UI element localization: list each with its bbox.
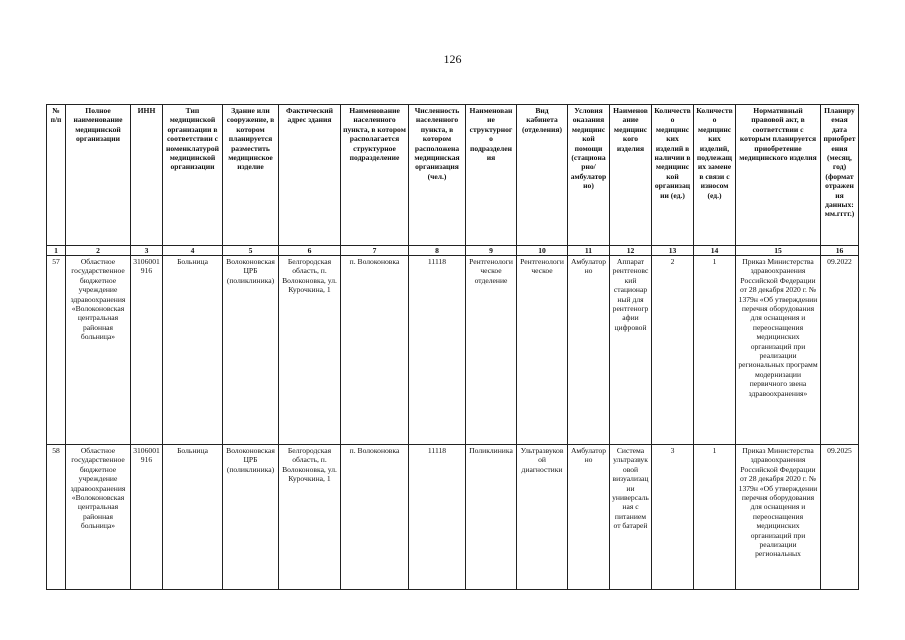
address: Белгородская область, п. Волоконовка, ул. Курочкина, 1 (279, 445, 341, 590)
structural-unit: Поликлиника (466, 445, 517, 590)
equipment-table (46, 104, 859, 590)
population: 11118 (409, 445, 466, 590)
column-number: 15 (736, 246, 821, 256)
column-header-cabinet: Вид кабинета (отделения) (517, 105, 568, 246)
column-number: 16 (821, 246, 859, 256)
settlement: п. Волоконовка (341, 445, 409, 590)
column-number: 10 (517, 246, 568, 256)
column-header-legal-act: Нормативный правовой акт, в соответствии с которым планируется приобретение медицинского изделия (736, 105, 821, 246)
table-row (47, 445, 859, 590)
column-header-date: Планируемая дата приобретения (месяц, год) (формат отражения данных: мм.гггг.) (821, 105, 859, 246)
address: Белгородская область, п. Волоконовка, ул. Курочкина, 1 (279, 256, 341, 445)
cabinet-type: Рентгенологическое (517, 256, 568, 445)
column-header-qty-replace: Количество медицинских изделий, подлежащих замене в связи с износом (ед.) (694, 105, 736, 246)
column-number: 14 (694, 246, 736, 256)
column-number: 13 (652, 246, 694, 256)
inn: 3106001916 (131, 445, 163, 590)
legal-act: Приказ Министерства здравоохранения Российской Федерации от 28 декабря 2020 г. № 1379н «Об утверждении перечня оборудования для оснащения и переоснащения медицинских организаций при реализации региональных программ модернизации первичного звена здравоохранения» (736, 256, 821, 445)
device-name: Аппарат рентгеновский стационарный для рентгенографии цифровой (610, 256, 652, 445)
organization-name: Областное государственное бюджетное учреждение здравоохранения «Волоконовская центральная районная больница» (66, 445, 131, 590)
quantity-available: 2 (652, 256, 694, 445)
column-number: 9 (466, 246, 517, 256)
column-header-population: Численность населенного пункта, в котором расположена медицинская организация (чел.) (409, 105, 466, 246)
quantity-to-replace: 1 (694, 256, 736, 445)
column-header-number: № п/п (47, 105, 66, 246)
column-header-device: Наименование медицинского изделия (610, 105, 652, 246)
structural-unit: Рентгенологическое отделение (466, 256, 517, 445)
column-header-conditions: Условия оказания медицинской помощи (стационарно/ амбулаторно) (568, 105, 610, 246)
settlement: п. Волоконовка (341, 256, 409, 445)
column-number: 8 (409, 246, 466, 256)
building: Волоконовская ЦРБ (поликлиника) (223, 256, 279, 445)
population: 11118 (409, 256, 466, 445)
row-number: 57 (47, 256, 66, 445)
column-header-building: Здание или сооружение, в котором планируется разместить медицинское изделие (223, 105, 279, 246)
org-type: Больница (163, 256, 223, 445)
column-header-qty-have: Количество медицинских изделий в наличии в медицинской организации (ед.) (652, 105, 694, 246)
purchase-date: 09.2022 (821, 256, 859, 445)
column-number: 11 (568, 246, 610, 256)
column-number: 1 (47, 246, 66, 256)
row-number: 58 (47, 445, 66, 590)
column-number: 5 (223, 246, 279, 256)
quantity-to-replace: 1 (694, 445, 736, 590)
cabinet-type: Ультразвуковой диагностики (517, 445, 568, 590)
purchase-date: 09.2025 (821, 445, 859, 590)
legal-act: Приказ Министерства здравоохранения Российской Федерации от 28 декабря 2020 г. № 1379н «Об утверждении перечня оборудования для оснащения и переоснащения медицинских организаций при реализации региональных (736, 445, 821, 590)
table-row (47, 256, 859, 445)
page-number: 126 (443, 52, 462, 66)
column-number: 4 (163, 246, 223, 256)
column-number: 3 (131, 246, 163, 256)
care-conditions: Амбулаторно (568, 445, 610, 590)
header-row (47, 105, 859, 246)
column-header-address: Фактический адрес здания (279, 105, 341, 246)
care-conditions: Амбулаторно (568, 256, 610, 445)
column-number: 12 (610, 246, 652, 256)
column-number: 2 (66, 246, 131, 256)
quantity-available: 3 (652, 445, 694, 590)
column-header-unit: Наименование структурного подразделения (466, 105, 517, 246)
column-number: 7 (341, 246, 409, 256)
device-name: Система ультразвуковой визуализации универсальная с питанием от батарей (610, 445, 652, 590)
building: Волоконовская ЦРБ (поликлиника) (223, 445, 279, 590)
column-header-inn: ИНН (131, 105, 163, 246)
column-header-organization: Полное наименование медицинской организации (66, 105, 131, 246)
organization-name: Областное государственное бюджетное учреждение здравоохранения «Волоконовская центральная районная больница» (66, 256, 131, 445)
column-number-row (47, 246, 859, 256)
inn: 3106001916 (131, 256, 163, 445)
org-type: Больница (163, 445, 223, 590)
column-header-org-type: Тип медицинской организации в соответствии с номенклатурой медицинской организации (163, 105, 223, 246)
column-number: 6 (279, 246, 341, 256)
column-header-settlement: Наименование населенного пункта, в котором располагается структурное подразделение (341, 105, 409, 246)
